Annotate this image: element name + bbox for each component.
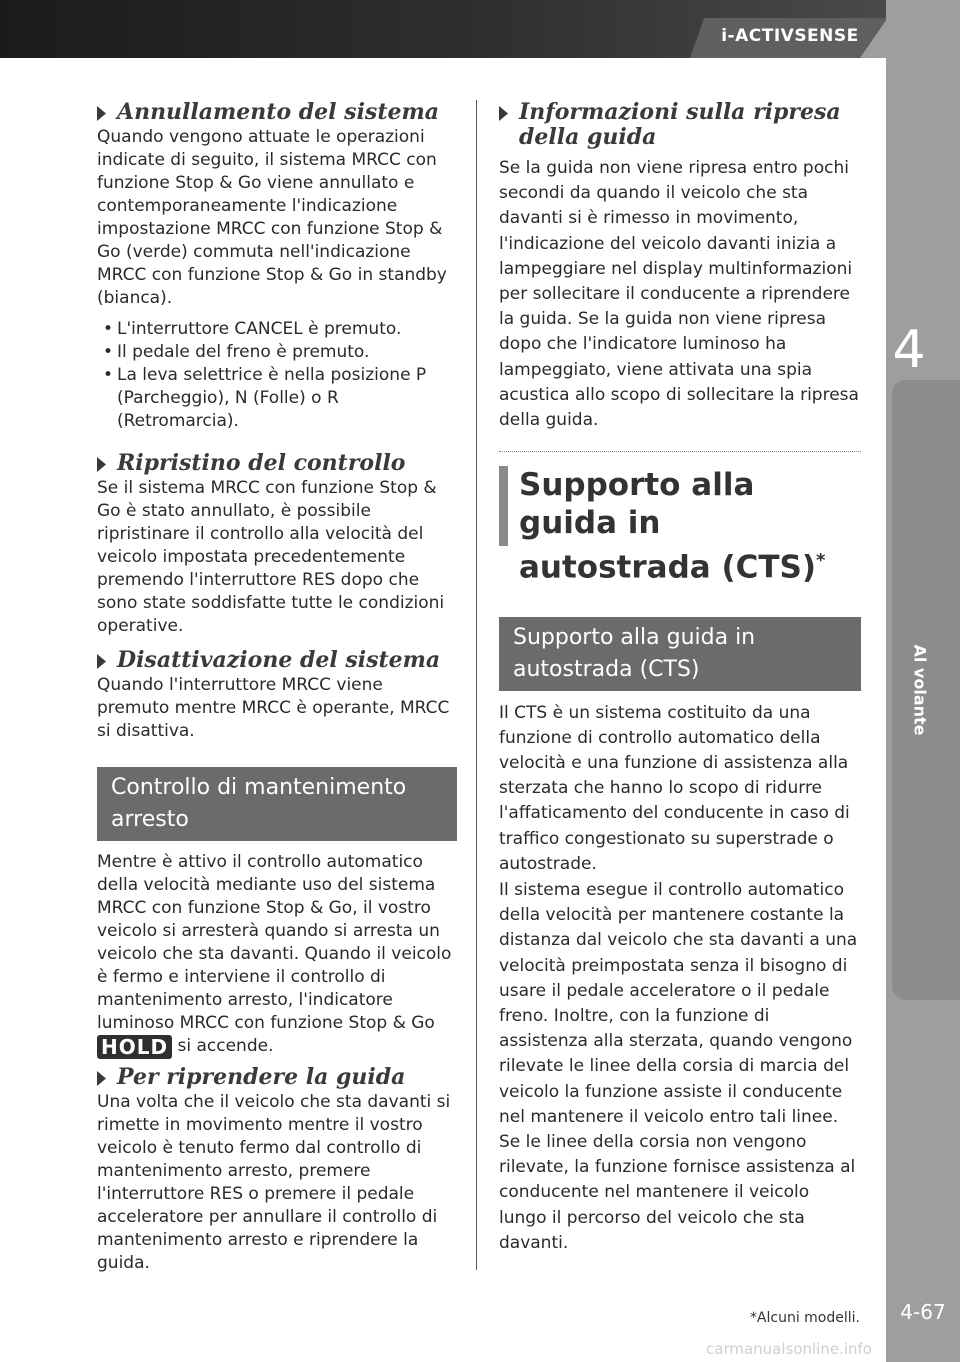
subheading: Annullamento del sistema bbox=[97, 100, 457, 125]
triangle-marker-icon bbox=[97, 1071, 106, 1086]
subheading: Ripristino del controllo bbox=[97, 451, 457, 476]
title-bar bbox=[499, 466, 508, 546]
triangle-marker-icon bbox=[499, 106, 508, 121]
triangle-marker-icon bbox=[97, 654, 106, 669]
page-number: 4-67 bbox=[900, 1300, 946, 1324]
subheading: Informazioni sulla ripresa della guida bbox=[499, 100, 861, 150]
paragraph: Se il sistema MRCC con funzione Stop & Go è stato annullato, è possibile ripristinare il controllo alla velocità del veicolo impostata precedentemente premendo l'interruttore RES dopo che sono state soddisfatte tutte le condizioni operative. bbox=[97, 478, 445, 636]
left-column bbox=[97, 100, 457, 1275]
paragraph: Il CTS è un sistema costituito da una funzione di controllo automatico della velocità e una funzione di assistenza alla sterzata che hanno lo scopo di ridurre l'affaticamento del conducente in caso di traffico congestionato su superstrade o autostrade. bbox=[499, 702, 850, 874]
watermark: carmanualsonline.info bbox=[706, 1340, 872, 1358]
paragraph: Il sistema esegue il controllo automatico della velocità per mantenere costante la distanza dal veicolo che sta davanti a una velocità preimpostata senza il bisogno di usare il pedale acceleratore o il pedale freno. Inoltre, con la funzione di assistenza alla sterzata, quando vengono rilevate le linee della corsia di marcia del veicolo la funzione assiste il conducente nel mantenere il veicolo entro tali linee. Se le linee della corsia non vengono rilevate, la funzione fornisce assistenza al conducente nel mantenere il veicolo lungo il percorso del veicolo che sta davanti. bbox=[499, 879, 858, 1253]
section-band: Controllo di mantenimento arresto bbox=[97, 767, 457, 841]
paragraph: Mentre è attivo il controllo automatico della velocità mediante uso del sistema MRCC con funzione Stop & Go, il vostro veicolo si arresterà quando si arresta un veicolo che sta davanti. Quando il veicolo è fermo e interviene il controllo di mantenimento arresto, l'indicatore luminoso MRCC con funzione Stop & Go HOLD si accende. bbox=[97, 852, 452, 1059]
paragraph: Quando vengono attuate le operazioni indicate di seguito, il sistema MRCC con funzione Stop & Go viene annullato e contemporaneamente l'indicazione impostazione MRCC con funzione Stop & Go (verde) commuta nell'indicazione MRCC con funzione Stop & Go in standby (bianca). bbox=[97, 127, 447, 308]
list-item: • L'interruttore CANCEL è premuto. bbox=[115, 318, 457, 341]
paragraph: Se la guida non viene ripresa entro pochi secondi da quando il veicolo che sta davanti si è rimesso in movimento, l'indicazione del veicolo davanti inizia a lampeggiare nel display multinformazioni per sollecitare il conducente a riprendere la guida. Se la guida non viene ripresa dopo che l'indicatore luminoso ha lampeggiato, viene attivata una spia acustica allo scopo di sollecitare la ripresa della guida. bbox=[499, 158, 859, 431]
chapter-label: Al volante bbox=[910, 644, 930, 736]
chapter-number: 4 bbox=[892, 320, 926, 380]
triangle-marker-icon bbox=[97, 106, 106, 121]
bullet-list bbox=[97, 318, 457, 433]
right-column bbox=[499, 100, 861, 1256]
paragraph: Una volta che il veicolo che sta davanti si rimette in movimento mentre il vostro veicolo è tenuto fermo dal controllo di mantenimento arresto, premere l'interruttore RES o premere il pedale acceleratore per annullare il controllo di mantenimento arresto e riprendere la guida. bbox=[97, 1092, 451, 1273]
subheading: Per riprendere la guida bbox=[97, 1065, 457, 1090]
dotted-separator bbox=[499, 451, 861, 452]
paragraph: Quando l'interruttore MRCC viene premuto mentre MRCC è operante, MRCC si disattiva. bbox=[97, 675, 450, 741]
triangle-marker-icon bbox=[97, 457, 106, 472]
section-title: i-ACTIVSENSE bbox=[721, 26, 859, 46]
subheading: Disattivazione del sistema bbox=[97, 648, 457, 673]
column-divider bbox=[476, 100, 477, 1270]
section-band: Supporto alla guida in autostrada (CTS) bbox=[499, 617, 861, 691]
footnote: *Alcuni modelli. bbox=[749, 1310, 860, 1326]
main-title: Supporto alla guida in autostrada (CTS)* bbox=[499, 466, 861, 586]
list-item: • Il pedale del freno è premuto. bbox=[115, 341, 457, 364]
hold-indicator-icon: HOLD bbox=[97, 1035, 172, 1059]
list-item: • La leva selettrice è nella posizione P (Parcheggio), N (Folle) o R (Retromarcia). bbox=[115, 364, 457, 433]
